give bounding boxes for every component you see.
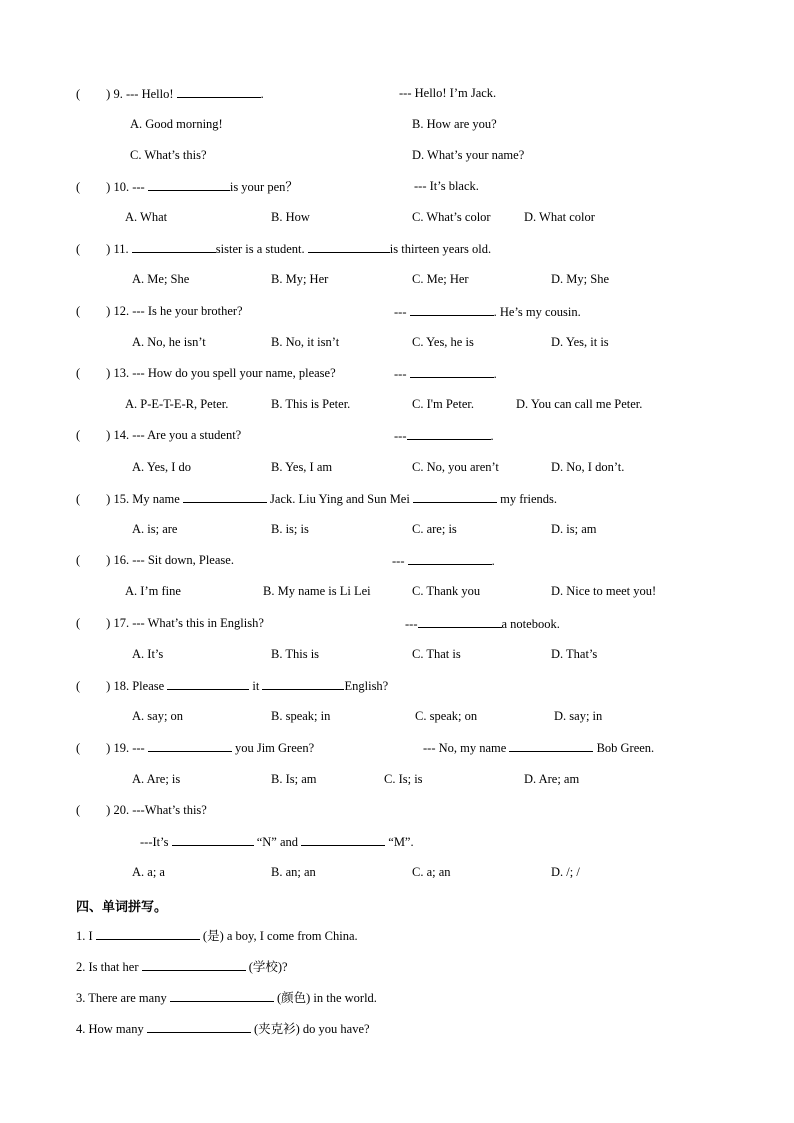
- question-number: 9.: [113, 87, 123, 101]
- option-c: C. a; an: [412, 865, 451, 879]
- question-11-stem: [76, 241, 491, 256]
- answer-blank[interactable]: [96, 928, 200, 940]
- question-17-stem: [76, 616, 264, 630]
- question-number: 17.: [113, 616, 130, 630]
- answer-blank[interactable]: [407, 428, 491, 440]
- option-b: B. My; Her: [271, 272, 329, 286]
- open-paren: (: [76, 366, 81, 380]
- spelling-item-2: [76, 959, 288, 974]
- option-d: D. say; in: [554, 709, 603, 723]
- stem-text: ---: [132, 180, 145, 194]
- option-b: B. speak; in: [271, 709, 331, 723]
- item-text: 3. There are many: [76, 991, 167, 1005]
- option-c: C. I'm Peter.: [412, 397, 474, 411]
- option-a: A. Yes, I do: [132, 460, 192, 474]
- question-10-stem: [76, 179, 298, 194]
- reply-text: --- No, my name: [423, 741, 507, 755]
- answer-blank[interactable]: [170, 990, 274, 1002]
- option-a: A. No, he isn’t: [132, 335, 206, 349]
- option-c: C. Is; is: [384, 772, 423, 786]
- option-b: B. No, it isn’t: [271, 335, 340, 349]
- question-number: 20.: [113, 803, 130, 817]
- option-a: A. is; are: [132, 522, 178, 536]
- spelling-item-3: [76, 990, 377, 1005]
- option-d: D. Nice to meet you!: [551, 584, 657, 598]
- section-4-title: 四、单词拼写。: [76, 900, 168, 915]
- answer-blank[interactable]: [167, 678, 249, 690]
- stem-text: is your pen？: [229, 180, 298, 194]
- reply-text: .: [493, 367, 497, 381]
- option-c: C. speak; on: [415, 709, 478, 723]
- stem-text: --- Sit down, Please.: [132, 553, 234, 567]
- option-d: D. No, I don’t.: [551, 460, 625, 474]
- option-d: D. Are; am: [524, 772, 580, 786]
- stem-text: English?: [344, 679, 389, 693]
- close-paren: ): [106, 242, 111, 256]
- answer-blank[interactable]: [410, 304, 494, 316]
- option-d: D. What’s your name?: [412, 148, 525, 162]
- option-a: A. Me; She: [132, 272, 190, 286]
- open-paren: (: [76, 803, 81, 817]
- question-17-reply: [405, 616, 560, 631]
- question-number: 11.: [113, 242, 129, 256]
- option-b: B. This is Peter.: [271, 397, 351, 411]
- open-paren: (: [76, 87, 81, 101]
- option-a: A. Are; is: [132, 772, 181, 786]
- option-b: B. is; is: [271, 522, 309, 536]
- question-18-stem: [76, 678, 388, 693]
- question-number: 16.: [113, 553, 130, 567]
- option-a: A. P-E-T-E-R, Peter.: [125, 397, 229, 411]
- question-13-stem: [76, 366, 336, 380]
- option-b: B. How: [271, 210, 310, 224]
- reply-text: . He’s my cousin.: [493, 305, 581, 319]
- spelling-item-1: [76, 928, 358, 943]
- option-d: D. Yes, it is: [551, 335, 609, 349]
- answer-blank[interactable]: [509, 740, 593, 752]
- stem-text: --- What’s this in English?: [132, 616, 264, 630]
- question-number: 12.: [113, 304, 130, 318]
- answer-blank[interactable]: [413, 491, 497, 503]
- question-19-stem: [76, 740, 314, 755]
- option-b: B. My name is Li Lei: [263, 584, 371, 598]
- question-number: 14.: [113, 428, 130, 442]
- question-number: 10.: [113, 180, 130, 194]
- option-c: C. What’s color: [412, 210, 491, 224]
- option-a: A. say; on: [132, 709, 184, 723]
- question-9-reply: --- Hello! I’m Jack.: [399, 86, 497, 100]
- answer-blank[interactable]: [308, 241, 390, 253]
- close-paren: ): [106, 428, 111, 442]
- option-c: C. That is: [412, 647, 461, 661]
- question-number: 18.: [113, 679, 130, 693]
- option-c: C. Thank you: [412, 584, 481, 598]
- option-c: C. What’s this?: [130, 148, 207, 162]
- reply-text: .: [491, 554, 495, 568]
- stem-text: Please: [132, 679, 165, 693]
- answer-blank[interactable]: [183, 491, 267, 503]
- stem-text: --- Are you a student?: [132, 428, 242, 442]
- open-paren: (: [76, 242, 81, 256]
- close-paren: ): [106, 616, 111, 630]
- question-12-reply: [394, 304, 581, 319]
- question-20-line2: [140, 834, 414, 849]
- question-16-stem: [76, 553, 234, 567]
- close-paren: ): [106, 180, 111, 194]
- stem-text: my friends.: [500, 492, 558, 506]
- option-c: C. are; is: [412, 522, 457, 536]
- stem-text: you Jim Green?: [234, 741, 315, 755]
- option-c: C. No, you aren’t: [412, 460, 499, 474]
- reply-text: Bob Green.: [596, 741, 655, 755]
- option-a: A. I’m fine: [125, 584, 181, 598]
- question-9-stem: [76, 86, 264, 101]
- stem-text: “M”.: [388, 835, 414, 849]
- close-paren: ): [106, 741, 111, 755]
- option-d: D. /; /: [551, 865, 580, 879]
- reply-text: a notebook.: [501, 617, 560, 631]
- option-d: D. My; She: [551, 272, 609, 286]
- question-14-reply: [394, 428, 494, 443]
- open-paren: (: [76, 304, 81, 318]
- answer-blank[interactable]: [301, 834, 385, 846]
- question-16-reply: [392, 553, 495, 568]
- option-b: B. Yes, I am: [271, 460, 333, 474]
- item-text: (是) a boy, I come from China.: [202, 929, 358, 943]
- answer-blank[interactable]: [147, 1021, 251, 1033]
- option-b: B. Is; am: [271, 772, 317, 786]
- answer-blank[interactable]: [177, 86, 261, 98]
- close-paren: ): [106, 803, 111, 817]
- stem-text: sister is a student.: [215, 242, 305, 256]
- answer-blank[interactable]: [132, 241, 216, 253]
- question-13-reply: [394, 366, 497, 381]
- stem-text: is thirteen years old.: [389, 242, 492, 256]
- question-19-reply: [423, 740, 654, 755]
- stem-text: it: [252, 679, 260, 693]
- option-a: A. What: [125, 210, 168, 224]
- answer-blank[interactable]: [172, 834, 254, 846]
- open-paren: (: [76, 428, 81, 442]
- reply-text: ---: [394, 305, 407, 319]
- question-15-stem: [76, 491, 557, 506]
- item-text: (学校)?: [248, 960, 288, 974]
- option-d: D. That’s: [551, 647, 598, 661]
- reply-text: .: [490, 429, 494, 443]
- item-text: 1. I: [76, 929, 93, 943]
- item-text: (颜色) in the world.: [276, 991, 377, 1005]
- close-paren: ): [106, 366, 111, 380]
- option-d: D. You can call me Peter.: [516, 397, 643, 411]
- answer-blank[interactable]: [410, 366, 494, 378]
- spelling-item-4: [76, 1021, 370, 1036]
- option-c: C. Yes, he is: [412, 335, 474, 349]
- reply-text: ---: [405, 617, 418, 631]
- open-paren: (: [76, 679, 81, 693]
- open-paren: (: [76, 180, 81, 194]
- close-paren: ): [106, 679, 111, 693]
- option-a: A. a; a: [132, 865, 165, 879]
- option-d: D. What color: [524, 210, 595, 224]
- close-paren: ): [106, 87, 111, 101]
- item-text: 4. How many: [76, 1022, 144, 1036]
- stem-text: My name: [132, 492, 180, 506]
- answer-blank[interactable]: [148, 179, 230, 191]
- option-a: A. It’s: [132, 647, 164, 661]
- question-14-stem: [76, 428, 241, 442]
- stem-text: Jack. Liu Ying and Sun Mei: [270, 492, 410, 506]
- reply-text: ---: [394, 429, 407, 443]
- open-paren: (: [76, 492, 81, 506]
- stem-text: --- How do you spell your name, please?: [132, 366, 336, 380]
- reply-text: ---: [394, 367, 407, 381]
- open-paren: (: [76, 616, 81, 630]
- item-text: 2. Is that her: [76, 960, 139, 974]
- option-a: A. Good morning!: [130, 117, 223, 131]
- question-10-reply: --- It’s black.: [414, 179, 479, 193]
- question-number: 19.: [113, 741, 130, 755]
- stem-text: ---It’s: [140, 835, 169, 849]
- open-paren: (: [76, 553, 81, 567]
- stem-text: “N” and: [256, 835, 299, 849]
- close-paren: ): [106, 304, 111, 318]
- reply-text: ---: [392, 554, 405, 568]
- answer-blank[interactable]: [408, 553, 492, 565]
- option-b: B. How are you?: [412, 117, 497, 131]
- answer-blank[interactable]: [148, 740, 232, 752]
- question-20-stem: [76, 803, 207, 817]
- stem-text: --- Hello!: [125, 87, 174, 101]
- question-12-stem: [76, 304, 243, 318]
- stem-text: ---What’s this?: [132, 803, 207, 817]
- close-paren: ): [106, 553, 111, 567]
- open-paren: (: [76, 741, 81, 755]
- stem-text: --- Is he your brother?: [132, 304, 243, 318]
- option-b: B. an; an: [271, 865, 316, 879]
- option-c: C. Me; Her: [412, 272, 469, 286]
- answer-blank[interactable]: [418, 616, 502, 628]
- question-number: 15.: [113, 492, 130, 506]
- item-text: (夹克衫) do you have?: [253, 1022, 370, 1036]
- stem-text: .: [260, 87, 264, 101]
- option-d: D. is; am: [551, 522, 597, 536]
- option-b: B. This is: [271, 647, 320, 661]
- stem-text: ---: [132, 741, 145, 755]
- answer-blank[interactable]: [142, 959, 246, 971]
- question-number: 13.: [113, 366, 130, 380]
- answer-blank[interactable]: [262, 678, 344, 690]
- close-paren: ): [106, 492, 111, 506]
